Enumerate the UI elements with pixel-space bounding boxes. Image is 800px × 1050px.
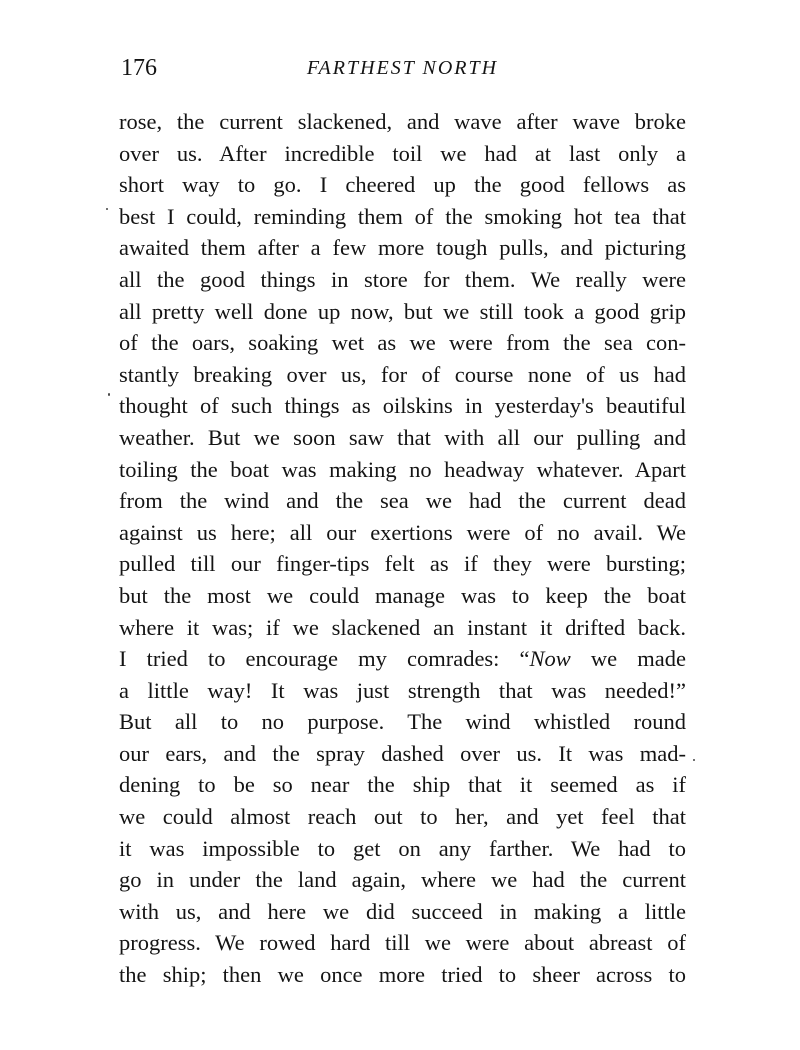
- text-segment: we made: [570, 646, 686, 672]
- text-line: all the good things in store for them. We really were: [119, 266, 686, 292]
- running-title: FARTHEST NORTH: [306, 57, 499, 79]
- page-number: 176: [121, 55, 157, 81]
- text-line: the ship; then we once more tried to sheer across to: [119, 962, 686, 988]
- body-text: [119, 106, 686, 991]
- text-line: of the oars, soaking wet as we were from the sea con-: [119, 330, 686, 356]
- text-line: dening to be so near the ship that it seemed as if: [119, 772, 686, 798]
- text-line: pulled till our finger-tips felt as if they were bursting;: [119, 551, 686, 577]
- print-speck: [108, 393, 110, 396]
- text-line: go in under the land again, where we had the current: [119, 867, 686, 893]
- text-line-with-italic: [119, 643, 686, 675]
- text-line: toiling the boat was making no headway whatever. Apart: [119, 456, 686, 482]
- print-speck: [693, 759, 695, 761]
- text-line: progress. We rowed hard till we were about abreast of: [119, 930, 686, 956]
- italic-word: Now: [529, 646, 571, 672]
- text-line: we could almost reach out to her, and yet feel that: [119, 804, 686, 830]
- text-line: all pretty well done up now, but we still took a good grip: [119, 298, 686, 324]
- text-line: But all to no purpose. The wind whistled round: [119, 709, 686, 735]
- print-speck: [106, 208, 108, 210]
- text-line: stantly breaking over us, for of course none of us had: [119, 361, 686, 387]
- text-line: but the most we could manage was to keep the boat: [119, 582, 686, 608]
- running-head: [121, 52, 684, 84]
- text-line: short way to go. I cheered up the good fellows as: [119, 172, 686, 198]
- text-line: our ears, and the spray dashed over us. It was mad-: [119, 740, 686, 766]
- text-line: over us. After incredible toil we had at last only a: [119, 140, 686, 166]
- text-line: against us here; all our exertions were of no avail. We: [119, 519, 686, 545]
- text-line: where it was; if we slackened an instant it drifted back.: [119, 614, 686, 640]
- text-line: awaited them after a few more tough pulls, and picturing: [119, 235, 686, 261]
- text-line: best I could, reminding them of the smoking hot tea that: [119, 203, 686, 229]
- text-line: a little way! It was just strength that was needed!”: [119, 677, 686, 703]
- text-line: weather. But we soon saw that with all our pulling and: [119, 424, 686, 450]
- text-line: thought of such things as oilskins in yesterday's beautiful: [119, 393, 686, 419]
- text-line: rose, the current slackened, and wave after wave broke: [119, 109, 686, 134]
- text-line: it was impossible to get on any farther. We had to: [119, 835, 686, 861]
- text-line: with us, and here we did succeed in making a little: [119, 898, 686, 924]
- text-line: from the wind and the sea we had the current dead: [119, 488, 686, 514]
- text-segment: I tried to encourage my comrades: “: [119, 646, 530, 672]
